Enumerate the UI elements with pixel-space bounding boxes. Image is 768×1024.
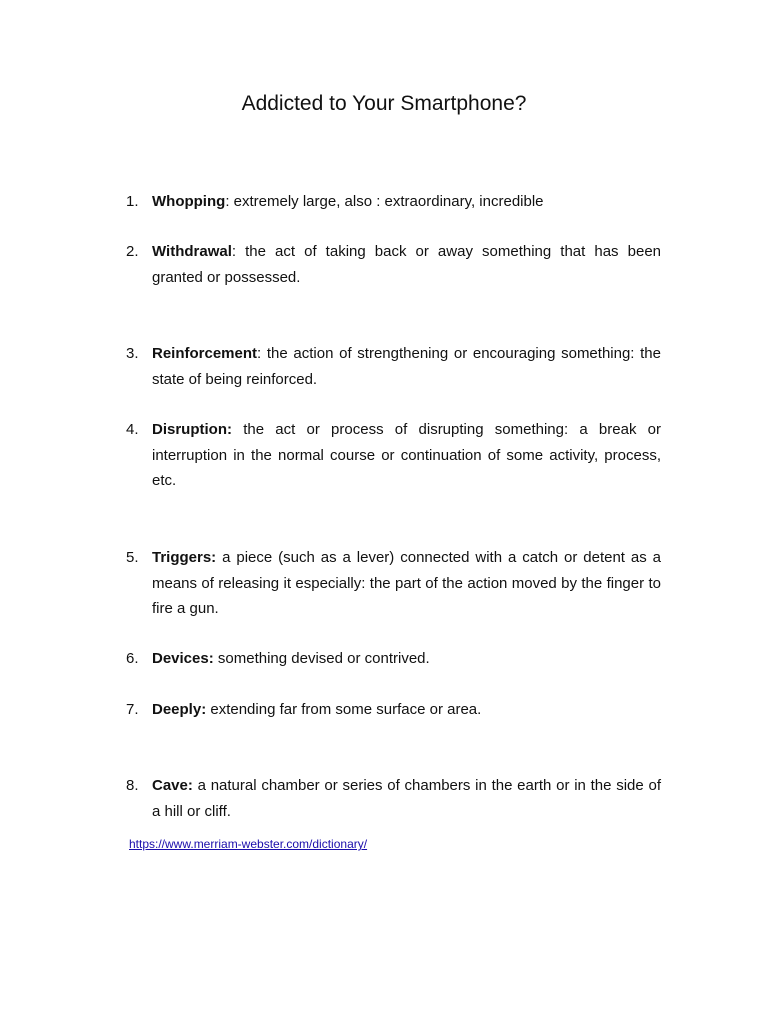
term-separator: : xyxy=(225,193,230,210)
list-item-deeply xyxy=(126,697,661,723)
definition-term: Devices: xyxy=(152,650,214,667)
definition-text: the act or process of disrupting something: a break or interruption in the normal course or continuation of some activity, process, etc. xyxy=(152,421,661,489)
definition-term: Withdrawal xyxy=(152,243,232,260)
definition-text: a natural chamber or series of chambers in the earth or in the side of a hill or cliff. xyxy=(152,777,661,820)
list-item-number: 5. xyxy=(126,549,139,566)
list-item-number: 1. xyxy=(126,193,139,210)
definition-term: Reinforcement xyxy=(152,345,258,362)
term-separator: : xyxy=(231,243,237,260)
list-item-body xyxy=(152,545,661,622)
source-link[interactable]: https://www.merriam-webster.com/dictionary/ xyxy=(129,837,368,851)
definition-text: the act of taking back or away something that has been granted or possessed. xyxy=(152,243,661,286)
list-item-body xyxy=(152,697,661,723)
definition-term: Whopping xyxy=(152,193,226,210)
list-item-body xyxy=(152,239,661,290)
list-item-devices xyxy=(126,646,661,672)
list-item-cave xyxy=(126,773,661,824)
list-item-triggers xyxy=(126,545,661,622)
list-item-reinforcement xyxy=(126,341,661,392)
list-item-number: 2. xyxy=(126,243,139,260)
list-item-withdrawal xyxy=(126,239,661,290)
definition-text: extremely large, also : extraordinary, incredible xyxy=(229,193,544,210)
list-item-number: 4. xyxy=(126,421,139,438)
definition-text: extending far from some surface or area. xyxy=(206,701,482,718)
list-item-number: 6. xyxy=(126,650,139,667)
definition-text: something devised or contrived. xyxy=(213,650,430,667)
definition-term: Triggers: xyxy=(152,549,217,566)
definition-term: Cave: xyxy=(152,777,193,794)
list-item-body xyxy=(152,341,661,392)
list-item-body xyxy=(152,646,661,672)
list-item-whopping xyxy=(126,189,661,215)
list-item-body xyxy=(152,773,661,824)
definition-text: a piece (such as a lever) connected with a catch or detent as a means of releasing it especially: the part of the action moved by the finger to fire a gun. xyxy=(152,549,661,617)
page-title: Addicted to Your Smartphone? xyxy=(241,92,527,115)
list-item-body xyxy=(152,189,661,215)
definition-text: the action of strengthening or encouraging something: the state of being reinforced. xyxy=(152,345,661,388)
list-item-number: 7. xyxy=(126,701,139,718)
definition-term: Deeply: xyxy=(152,701,207,718)
term-separator: : xyxy=(257,345,262,362)
list-item-number: 3. xyxy=(126,345,139,362)
list-item-body xyxy=(152,417,661,494)
list-item-number: 8. xyxy=(126,777,139,794)
definition-term: Disruption: xyxy=(152,421,232,438)
list-item-disruption xyxy=(126,417,661,494)
